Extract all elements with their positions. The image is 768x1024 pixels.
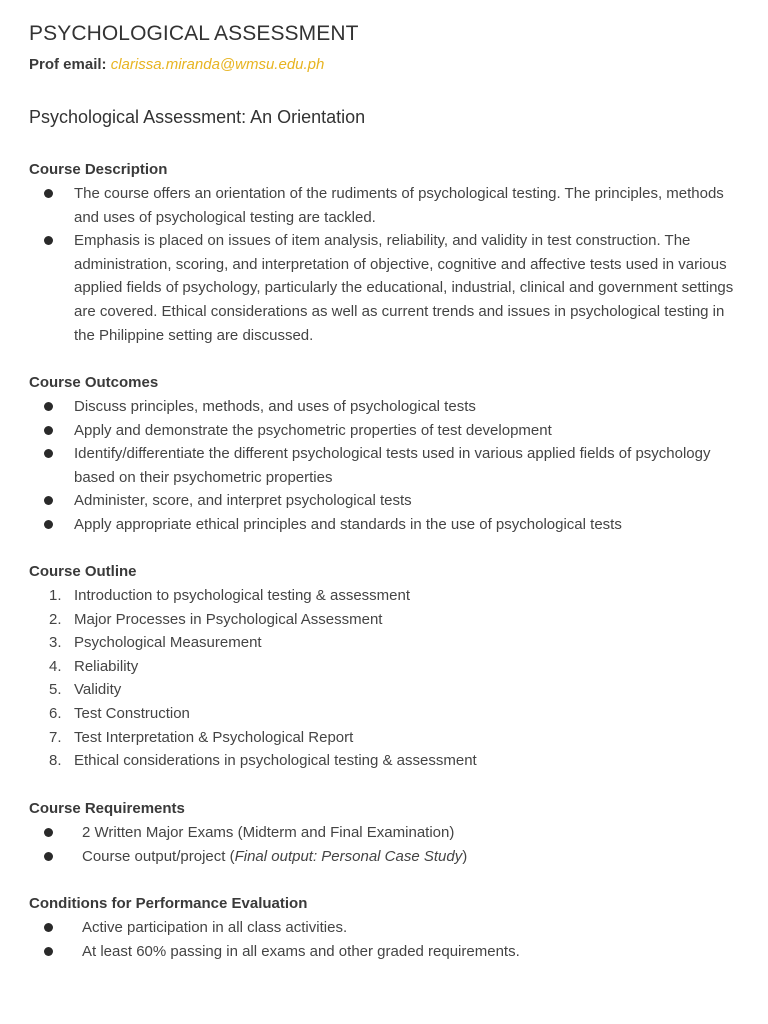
list-item [29, 631, 741, 655]
list-item [29, 940, 741, 964]
requirement-suffix: ) [462, 847, 468, 865]
course-description-heading: Course Description [29, 161, 168, 178]
list-item-text: Apply and demonstrate the psychometric properties of test development [74, 421, 552, 439]
list-item-text: Administer, score, and interpret psychological tests [74, 492, 412, 510]
evaluation-conditions-section [29, 892, 741, 963]
bullet-icon [44, 402, 53, 411]
bullet-icon [44, 189, 53, 198]
list-item-text: Identify/differentiate the different psychological tests used in various applied fields of psychology based on their psychometric properties [74, 445, 711, 486]
prof-email-line [29, 56, 324, 73]
list-item-text: Emphasis is placed on issues of item analysis, reliability, and validity in test construction. The administration, scoring, and interpretation of objective, cognitive and affective tests used in various applied fields of psychology, particularly the educational, industrial, clinical and government settings are covered. Ethical considerations as well as current trends and issues in psychological testing in the Philippine setting are discussed. [74, 232, 734, 344]
bullet-icon [44, 449, 53, 458]
bullet-icon [44, 947, 53, 956]
list-item-number: 6. [49, 704, 62, 722]
list-item [29, 584, 741, 608]
list-item-text [82, 845, 741, 869]
list-item [29, 845, 741, 869]
document-title: PSYCHOLOGICAL ASSESSMENT [29, 22, 359, 45]
course-outcomes-list [29, 395, 741, 537]
list-item-text: Validity [74, 681, 122, 699]
course-requirements-section [29, 797, 741, 868]
bullet-icon [44, 923, 53, 932]
list-item-text: Psychological Measurement [74, 634, 262, 652]
list-item-text: Active participation in all class activities. [82, 919, 348, 936]
list-item-text: Test Construction [74, 704, 190, 722]
list-item [29, 229, 741, 347]
email-link[interactable]: clarissa.miranda@wmsu.edu.ph [110, 56, 325, 73]
course-outcomes-heading: Course Outcomes [29, 374, 159, 391]
evaluation-conditions-heading: Conditions for Performance Evaluation [29, 895, 308, 912]
bullet-icon [44, 426, 53, 435]
list-item-text: Test Interpretation & Psychological Report [74, 728, 354, 746]
list-item [29, 749, 741, 773]
list-item-number: 4. [49, 657, 62, 675]
list-item [29, 182, 741, 229]
bullet-icon [44, 828, 53, 837]
list-item-text: 2 Written Major Exams (Midterm and Final Examination) [82, 824, 455, 841]
list-item-text: Introduction to psychological testing & assessment [74, 587, 411, 604]
list-item-text: Apply appropriate ethical principles and standards in the use of psychological tests [74, 515, 622, 533]
list-item-number: 8. [49, 752, 62, 770]
course-description-section [29, 158, 741, 347]
requirement-prefix: Course output/project ( [82, 847, 235, 865]
bullet-icon [44, 236, 53, 245]
bullet-icon [44, 520, 53, 529]
course-description-list [29, 182, 741, 347]
course-outline-list [29, 584, 741, 773]
list-item [29, 513, 741, 537]
list-item [29, 678, 741, 702]
course-outcomes-section [29, 371, 741, 537]
list-item-number: 7. [49, 728, 62, 746]
list-item [29, 655, 741, 679]
orientation-title: Psychological Assessment: An Orientation [29, 107, 366, 127]
list-item [29, 419, 741, 443]
course-outline-heading: Course Outline [29, 563, 137, 580]
bullet-icon [44, 496, 53, 505]
email-label: Prof email: [29, 56, 107, 73]
course-outline-section [29, 560, 741, 773]
list-item [29, 442, 741, 489]
list-item [29, 702, 741, 726]
course-requirements-heading: Course Requirements [29, 800, 185, 817]
list-item-text: At least 60% passing in all exams and other graded requirements. [82, 942, 520, 960]
list-item [29, 916, 741, 940]
list-item [29, 608, 741, 632]
list-item-number: 1. [49, 587, 62, 604]
list-item-number: 2. [49, 610, 62, 628]
evaluation-conditions-list [29, 916, 741, 963]
list-item-text: Ethical considerations in psychological testing & assessment [74, 752, 477, 770]
list-item-number: 5. [49, 681, 62, 699]
list-item-number: 3. [49, 634, 62, 652]
list-item [29, 726, 741, 750]
list-item-text: The course offers an orientation of the rudiments of psychological testing. The principles, methods and uses of psychological testing are tackled. [74, 185, 724, 226]
list-item-text: Discuss principles, methods, and uses of psychological tests [74, 398, 476, 415]
list-item [29, 395, 741, 419]
list-item [29, 489, 741, 513]
list-item [29, 821, 741, 845]
list-item-text: Reliability [74, 657, 139, 675]
list-item-text: Major Processes in Psychological Assessment [74, 610, 383, 628]
requirement-emphasis: Final output: Personal Case Study [234, 847, 463, 865]
course-requirements-list [29, 821, 741, 868]
bullet-icon [44, 852, 53, 861]
